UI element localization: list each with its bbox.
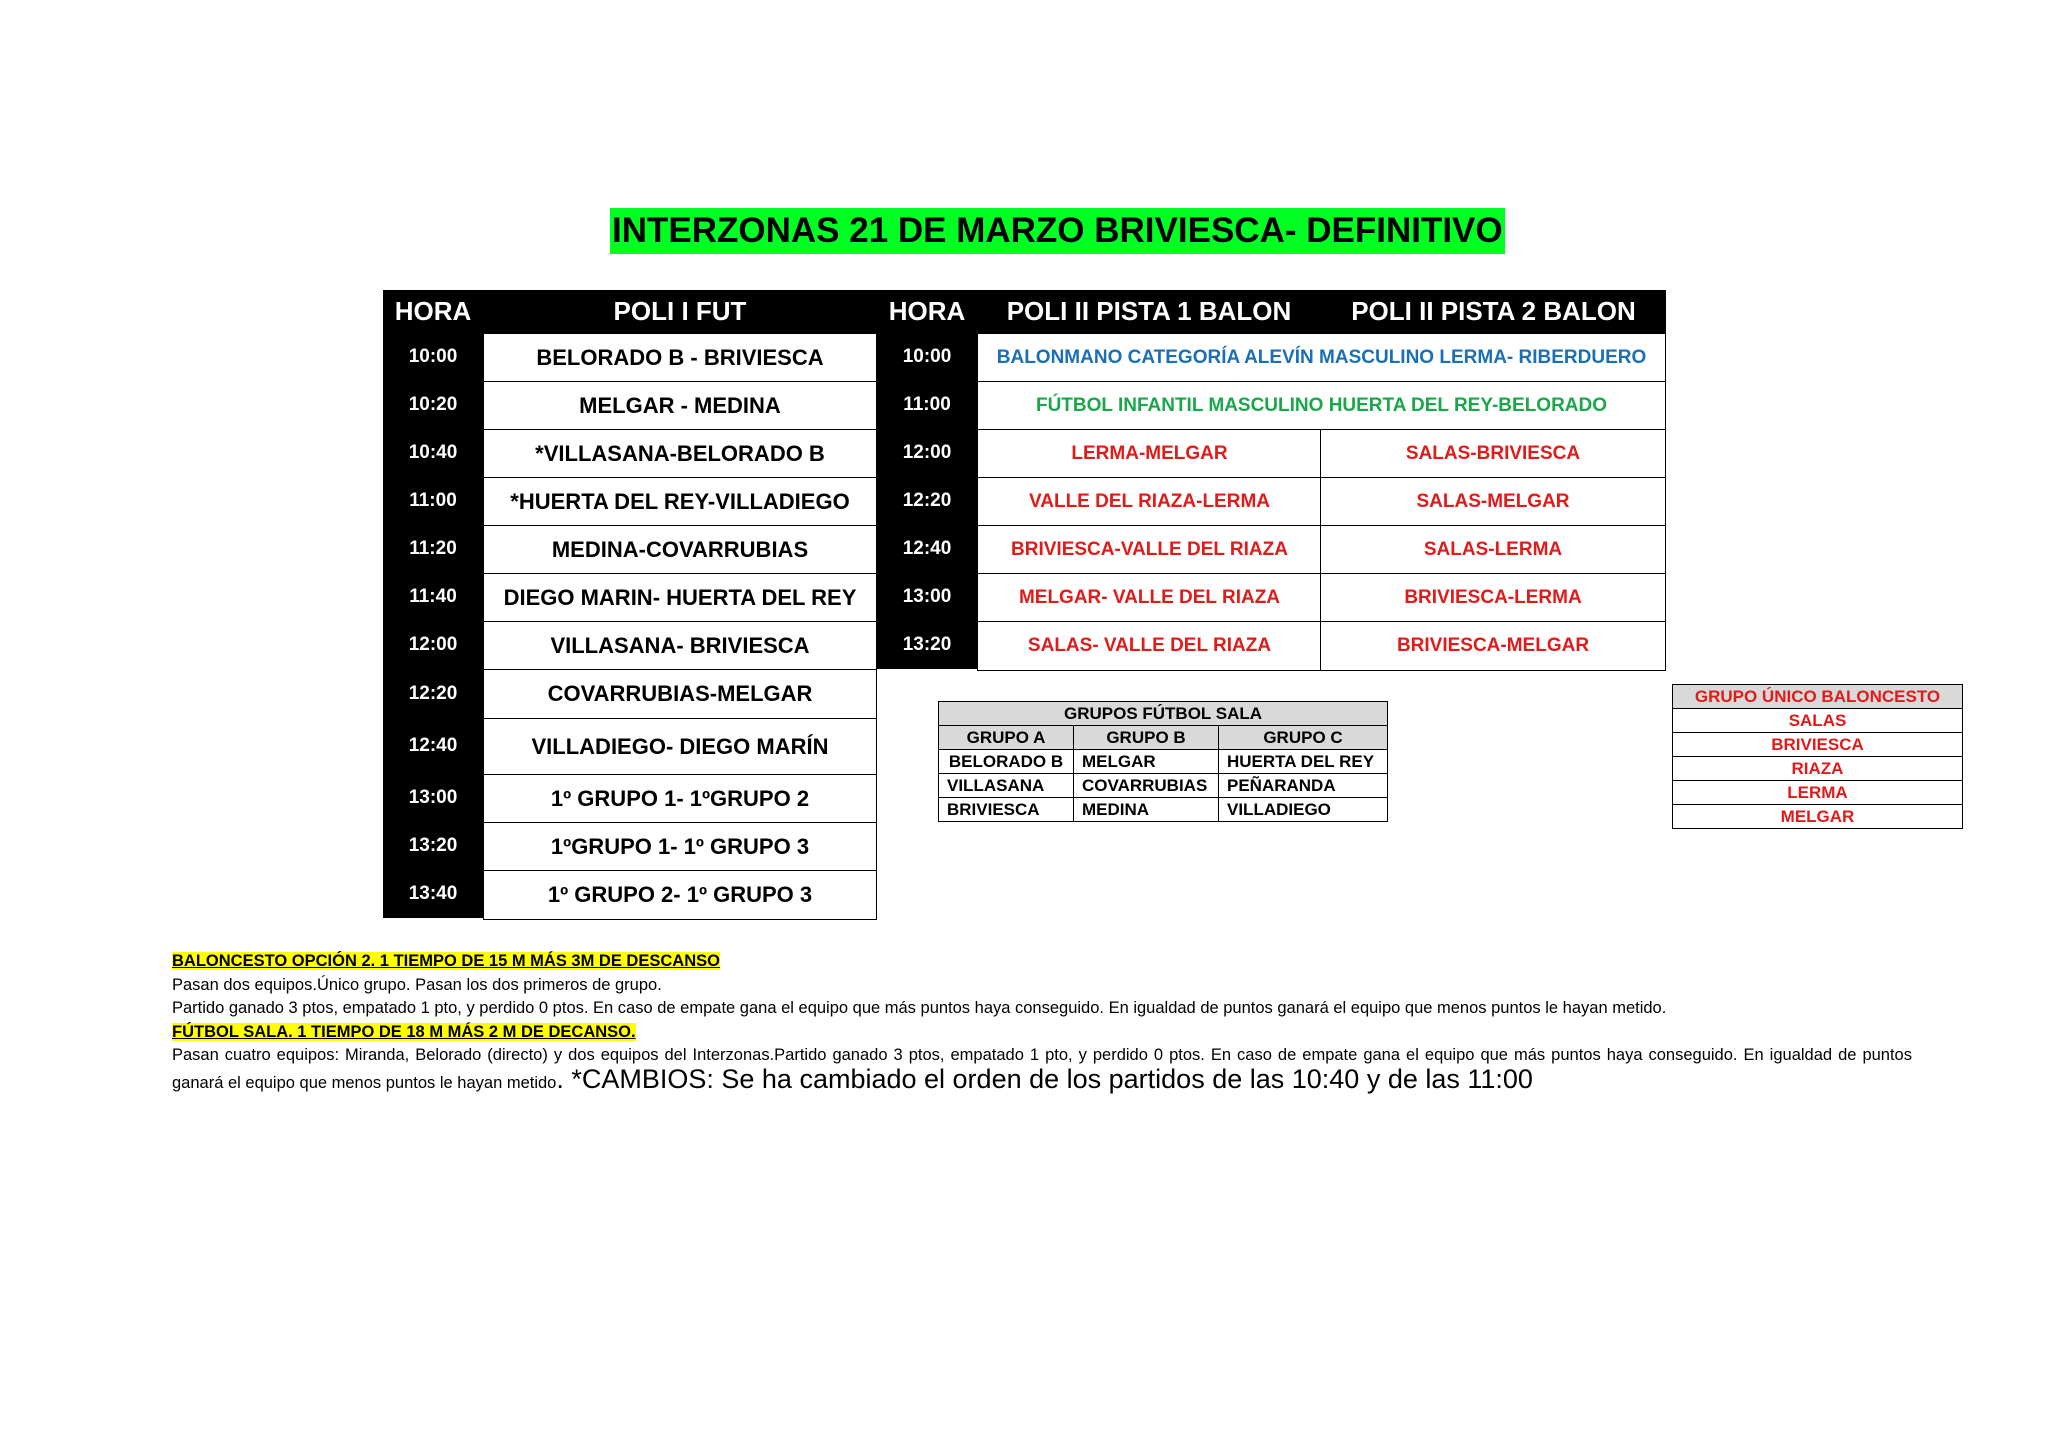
basket-rules-line: Pasan dos equipos.Único grupo. Pasan los dos primeros de grupo. [172, 975, 662, 994]
pista2-match: SALAS-MELGAR [1320, 477, 1666, 527]
poli2-time: 13:00 [877, 573, 977, 621]
poli2-time: 10:00 [877, 333, 977, 381]
poli1-time: 11:40 [383, 573, 483, 621]
basket-group-title: GRUPO ÚNICO BALONCESTO [1673, 685, 1963, 709]
header-pista-1: POLI II PISTA 1 BALON [977, 290, 1321, 333]
poli1-time: 12:20 [383, 669, 483, 718]
futsal-rules-text: Pasan cuatro equipos: Miranda, Belorado (directo) y dos equipos del Interzonas.Partido ganado 3 ptos, empatado 1 pto, y perdido 0 ptos. En caso de empate gana el equipo que más puntos haya conseguido. En igualdad de puntos ganará el equipo que menos puntos le hayan metido [172, 1046, 1912, 1092]
header-hora-1: HORA [383, 290, 483, 333]
basket-rules-line: Partido ganado 3 ptos, empatado 1 pto, y perdido 0 ptos. En caso de empate gana el equipo que más puntos haya conseguido. En igualdad de puntos ganará el equipo que menos puntos le hayan metido. [172, 999, 1667, 1017]
basket-team: SALAS [1673, 709, 1963, 733]
poli1-match: *VILLASANA-BELORADO B [483, 429, 877, 479]
futsal-team: VILLASANA [939, 774, 1074, 798]
poli2-time: 12:40 [877, 525, 977, 573]
poli1-match: COVARRUBIAS-MELGAR [483, 669, 877, 720]
pista2-match: BRIVIESCA-MELGAR [1320, 621, 1666, 671]
poli1-time: 10:00 [383, 333, 483, 381]
poli1-time: 13:00 [383, 774, 483, 822]
poli1-match: DIEGO MARIN- HUERTA DEL REY [483, 573, 877, 623]
poli2-special-match: BALONMANO CATEGORÍA ALEVÍN MASCULINO LERMA- RIBERDUERO [977, 333, 1666, 383]
poli1-match: MEDINA-COVARRUBIAS [483, 525, 877, 575]
basket-team: BRIVIESCA [1673, 733, 1963, 757]
futsal-group-header: GRUPO C [1219, 726, 1388, 750]
poli1-match: 1º GRUPO 2- 1º GRUPO 3 [483, 870, 877, 920]
pista2-match: SALAS-LERMA [1320, 525, 1666, 575]
pista1-match: LERMA-MELGAR [977, 429, 1322, 479]
header-pista-2: POLI II PISTA 2 BALON [1321, 290, 1666, 333]
futsal-team: PEÑARANDA [1219, 774, 1388, 798]
futsal-team: VILLADIEGO [1219, 798, 1388, 822]
basket-team: MELGAR [1673, 805, 1963, 829]
futsal-team: MELGAR [1074, 750, 1219, 774]
poli2-time: 12:00 [877, 429, 977, 477]
poli1-time: 13:40 [383, 870, 483, 918]
changes-note: . *CAMBIOS: Se ha cambiado el orden de los partidos de las 10:40 y de las 11:00 [556, 1063, 1533, 1094]
basket-group-table [1672, 684, 1963, 829]
basket-rules-heading: BALONCESTO OPCIÓN 2. 1 TIEMPO DE 15 M MÁS 3M DE DESCANSO [172, 952, 720, 970]
poli1-time: 10:40 [383, 429, 483, 477]
pista1-match: MELGAR- VALLE DEL RIAZA [977, 573, 1322, 623]
poli2-time: 11:00 [877, 381, 977, 429]
basket-team: RIAZA [1673, 757, 1963, 781]
pista1-match: VALLE DEL RIAZA-LERMA [977, 477, 1322, 527]
poli1-time: 11:00 [383, 477, 483, 525]
poli1-time: 12:40 [383, 718, 483, 774]
futsal-groups-table [938, 701, 1388, 822]
poli1-match: MELGAR - MEDINA [483, 381, 877, 431]
futsal-team: BRIVIESCA [939, 798, 1074, 822]
pista2-match: BRIVIESCA-LERMA [1320, 573, 1666, 623]
futsal-team: BELORADO B [939, 750, 1074, 774]
header-hora-2: HORA [877, 290, 977, 333]
poli1-time: 10:20 [383, 381, 483, 429]
futsal-rules-heading: FÚTBOL SALA. 1 TIEMPO DE 18 M MÁS 2 M DE DECANSO. [172, 1022, 636, 1041]
futsal-team: MEDINA [1074, 798, 1219, 822]
poli1-match: 1º GRUPO 1- 1ºGRUPO 2 [483, 774, 877, 824]
poli1-time: 11:20 [383, 525, 483, 573]
rules-notes [172, 950, 1912, 1095]
poli2-special-match: FÚTBOL INFANTIL MASCULINO HUERTA DEL REY-BELORADO [977, 381, 1666, 431]
basket-team: LERMA [1673, 781, 1963, 805]
futsal-group-header: GRUPO A [939, 726, 1074, 750]
pista2-match: SALAS-BRIVIESCA [1320, 429, 1666, 479]
poli1-time: 12:00 [383, 621, 483, 669]
poli1-match: VILLADIEGO- DIEGO MARÍN [483, 718, 877, 776]
header-poli-1: POLI I FUT [483, 290, 877, 333]
futsal-team: COVARRUBIAS [1074, 774, 1219, 798]
futsal-groups-title: GRUPOS FÚTBOL SALA [939, 702, 1388, 726]
poli1-match: *HUERTA DEL REY-VILLADIEGO [483, 477, 877, 527]
pista1-match: SALAS- VALLE DEL RIAZA [977, 621, 1322, 671]
poli1-match: BELORADO B - BRIVIESCA [483, 333, 877, 383]
poli1-match: 1ºGRUPO 1- 1º GRUPO 3 [483, 822, 877, 872]
pista1-match: BRIVIESCA-VALLE DEL RIAZA [977, 525, 1322, 575]
poli1-time: 13:20 [383, 822, 483, 870]
poli2-time: 12:20 [877, 477, 977, 525]
poli1-match: VILLASANA- BRIVIESCA [483, 621, 877, 671]
page-title: INTERZONAS 21 DE MARZO BRIVIESCA- DEFINITIVO [610, 208, 1505, 254]
futsal-group-header: GRUPO B [1074, 726, 1219, 750]
poli2-time: 13:20 [877, 621, 977, 669]
futsal-team: HUERTA DEL REY [1219, 750, 1388, 774]
